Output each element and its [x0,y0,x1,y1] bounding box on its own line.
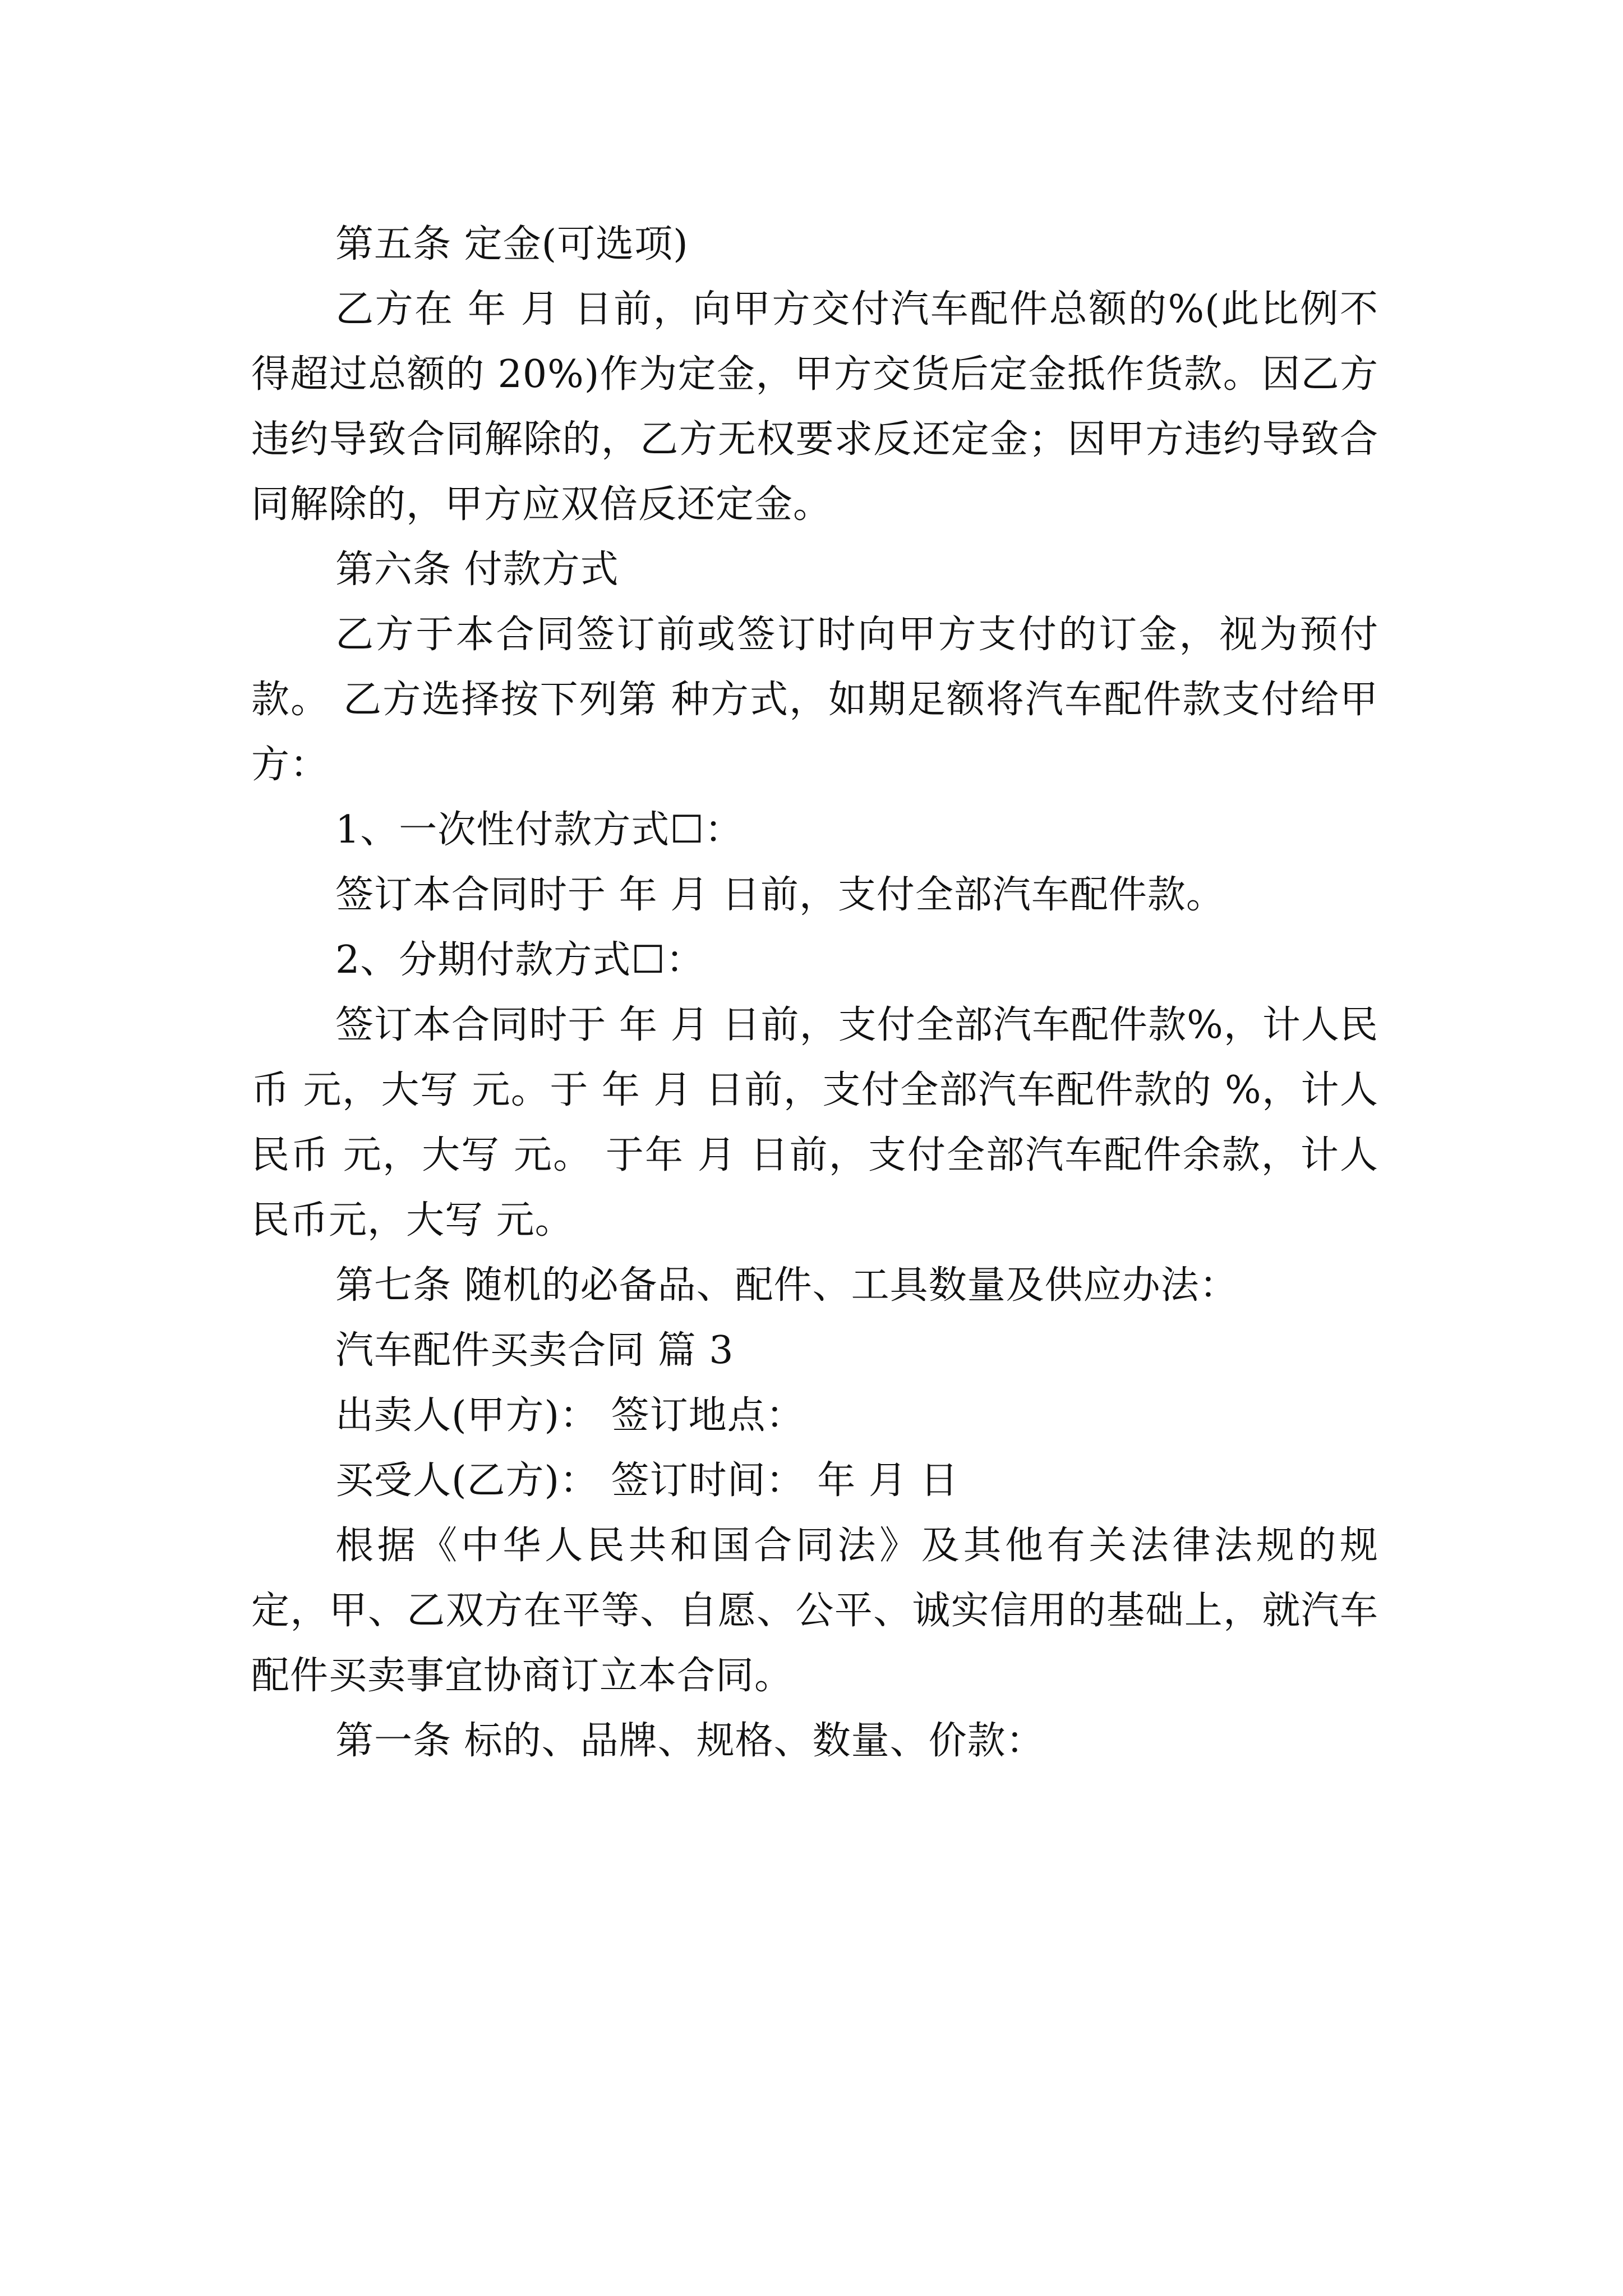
document-body [251,212,1378,1774]
article-6-heading: 第六条 付款方式 [335,547,619,592]
lump-sum-option: 1、一次性付款方式☐： [335,808,744,852]
article-5-body: 乙方在 年 月 日前，向甲方交付汽车配件总额的%(此比例不得超过总额的 20%)作为定金，甲方交货后定金抵作货款。因乙方违约导致合同解除的，乙方无权要求反还定金；因甲方违约导致合同解除的，甲方应双倍反还定金。 [251,287,1378,527]
article-7-heading: 第七条 随机的必备品、配件、工具数量及供应办法： [335,1263,1238,1308]
lump-sum-terms: 签订本合同时于 年 月 日前，支付全部汽车配件款。 [335,873,1225,917]
buyer-line: 买受人(乙方)： 签订时间： 年 月 日 [335,1458,959,1503]
installment-terms: 签订本合同时于 年 月 日前，支付全部汽车配件款%，计人民币 元，大写 元。于 年 月 日前，支付全部汽车配件款的 %，计人民币 元，大写 元。 于年 月 日前，支付全部汽车配件余款，计人民币元，大写 元。 [251,1003,1378,1243]
preamble: 根据《中华人民共和国合同法》及其他有关法律法规的规定，甲、乙双方在平等、自愿、公平、诚实信用的基础上，就汽车配件买卖事宜协商订立本合同。 [251,1524,1378,1698]
article-6-body: 乙方于本合同签订前或签订时向甲方支付的订金，视为预付款。 乙方选择按下列第 种方式，如期足额将汽车配件款支付给甲方： [251,613,1378,787]
article-1-heading: 第一条 标的、品牌、规格、数量、价款： [335,1719,1045,1763]
article-5-heading: 第五条 定金(可选项) [335,222,689,266]
seller-line: 出卖人(甲方)： 签订地点： [335,1393,805,1438]
contract-3-title: 汽车配件买卖合同 篇 3 [335,1328,734,1373]
installment-option: 2、分期付款方式☐： [335,938,705,982]
